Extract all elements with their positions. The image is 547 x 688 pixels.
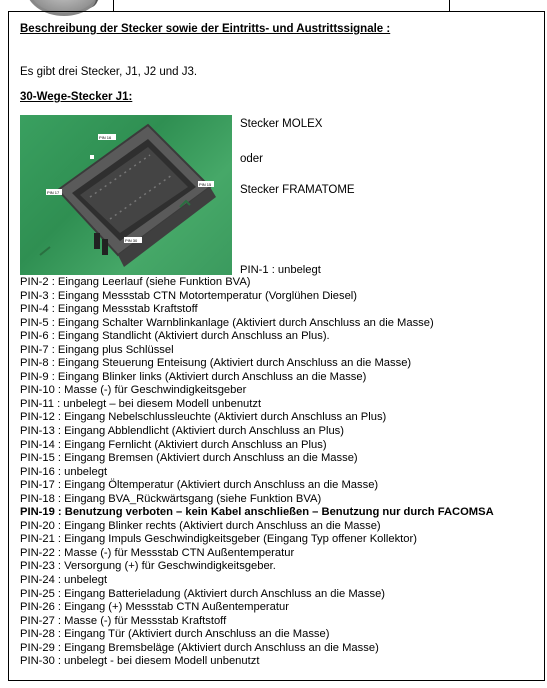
page-border-right: [544, 11, 545, 681]
pin-list: [20, 276, 540, 669]
intro-text: Es gibt drei Stecker, J1, J2 und J3.: [20, 66, 198, 78]
photo-label-pin15: PIN 15: [199, 182, 212, 187]
pin-21-description: PIN-21 : Eingang Impuls Geschwindigkeitsgeber (Eingang Typ offener Kollektor): [20, 533, 417, 546]
connector-heading: 30-Wege-Stecker J1:: [20, 91, 133, 103]
pin-16-description: PIN-16 : unbelegt: [20, 465, 108, 478]
pin-8-description: PIN-8 : Eingang Steuerung Enteisung (Aktiviert durch Anschluss an die Masse): [20, 357, 412, 370]
pin-18-description: PIN-18 : Eingang BVA_Rückwärtsgang (siehe Funktion BVA): [20, 492, 322, 505]
photo-label-pin17: PIN 17: [47, 190, 60, 195]
page-border-bottom: [8, 680, 545, 681]
photo-label-pin16: PIN 16: [99, 135, 112, 140]
pin-24-description: PIN-24 : unbelegt: [20, 574, 108, 587]
page-border-left: [8, 11, 9, 681]
pin-2-description: PIN-2 : Eingang Leerlauf (siehe Funktion BVA): [20, 276, 251, 288]
section-heading: Beschreibung der Stecker sowie der Eintritts- und Austrittssignale :: [20, 23, 391, 35]
connector-option-framatome: Stecker FRAMATOME: [240, 184, 355, 196]
header-rule: [8, 11, 545, 12]
pin-30-description: PIN-30 : unbelegt - bei diesem Modell unbenutzt: [20, 655, 260, 668]
pin-20-description: PIN-20 : Eingang Blinker rechts (Aktiviert durch Anschluss an die Masse): [20, 519, 381, 532]
page-header-frame: [0, 0, 547, 12]
pin-3-description: PIN-3 : Eingang Messstab CTN Motortemperatur (Vorglühen Diesel): [20, 289, 358, 302]
pin-6-description: PIN-6 : Eingang Standlicht (Aktiviert durch Anschluss an Plus).: [20, 330, 330, 343]
pin-28-description: PIN-28 : Eingang Tür (Aktiviert durch Anschluss an die Masse): [20, 628, 330, 641]
pin-7-description: PIN-7 : Eingang plus Schlüssel: [20, 343, 174, 356]
pin-11-description: PIN-11 : unbelegt – bei diesem Modell unbenutzt: [20, 397, 262, 410]
pin-29-description: PIN-29 : Eingang Bremsbeläge (Aktiviert durch Anschluss an die Masse): [20, 641, 379, 654]
pin-25-description: PIN-25 : Eingang Batterieladung (Aktiviert durch Anschluss an die Masse): [20, 587, 386, 600]
connector-photo: [20, 115, 232, 275]
connector-option-or: oder: [240, 153, 264, 165]
pin-13-description: PIN-13 : Eingang Abblendlicht (Aktiviert durch Anschluss an Plus): [20, 425, 344, 438]
pin-14-description: PIN-14 : Eingang Fernlicht (Aktiviert durch Anschluss an Plus): [20, 438, 327, 451]
pin-19-warning: PIN-19 : Benutzung verboten – kein Kabel anschließen – Benutzung nur durch FACOMSA: [20, 506, 494, 519]
pin-10-description: PIN-10 : Masse (-) für Geschwindigkeitsgeber: [20, 384, 247, 397]
pin-12-description: PIN-12 : Eingang Nebelschlussleuchte (Aktiviert durch Anschluss an Plus): [20, 411, 387, 424]
pin-15-description: PIN-15 : Eingang Bremsen (Aktiviert durch Anschluss an die Masse): [20, 452, 358, 465]
pin-22-description: PIN-22 : Masse (-) für Messstab CTN Außentemperatur: [20, 546, 295, 559]
pin-5-description: PIN-5 : Eingang Schalter Warnblinkanlage (Aktiviert durch Anschluss an die Masse): [20, 316, 434, 329]
pin-23-description: PIN-23 : Versorgung (+) für Geschwindigkeitsgeber.: [20, 560, 276, 573]
pin-26-description: PIN-26 : Eingang (+) Messstab CTN Außentemperatur: [20, 601, 289, 614]
connector-option-molex: Stecker MOLEX: [240, 118, 323, 130]
connector-illustration: [20, 115, 232, 275]
logo-detail: [84, 0, 98, 8]
pin-9-description: PIN-9 : Eingang Blinker links (Aktiviert durch Anschluss an die Masse): [20, 370, 367, 383]
pin-4-description: PIN-4 : Eingang Messstab Kraftstoff: [20, 303, 198, 316]
pin-27-description: PIN-27 : Masse (-) für Messstab Kraftstoff: [20, 614, 227, 627]
photo-label-pin30: PIN 30: [125, 238, 138, 243]
pin-1-description: PIN-1 : unbelegt: [240, 264, 321, 276]
pin-17-description: PIN-17 : Eingang Öltemperatur (Aktiviert durch Anschluss an die Masse): [20, 479, 379, 492]
